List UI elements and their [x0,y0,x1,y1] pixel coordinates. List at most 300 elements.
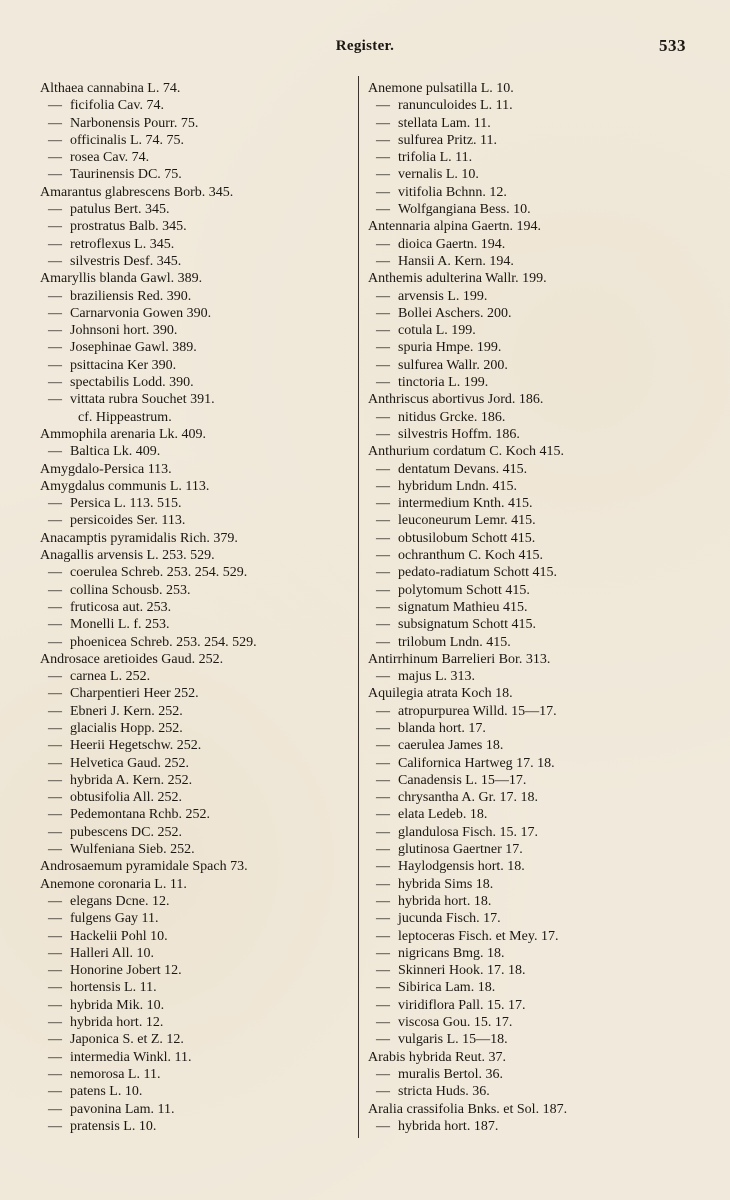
ditto-dash: — [376,720,390,736]
entry-text: braziliensis Red. 390. [70,288,192,304]
index-entry [40,80,352,97]
entry-text: pedato-radiatum Schott 415. [398,565,558,581]
ditto-dash: — [376,928,390,944]
index-subentry [368,755,688,772]
ditto-dash: — [48,357,62,373]
index-subentry [368,253,688,270]
ditto-dash: — [376,115,390,131]
entry-text: psittacina Ker 390. [70,357,177,373]
entry-text: Bollei Aschers. 200. [398,305,512,321]
ditto-dash: — [376,859,390,875]
ditto-dash: — [376,202,390,218]
entry-text: spectabilis Lodd. 390. [70,375,194,391]
index-subentry [40,288,352,305]
ditto-dash: — [376,1118,390,1134]
index-subentry [40,391,352,408]
entry-text: Josephinae Gawl. 389. [70,340,197,356]
index-entry [368,651,688,668]
entry-text: Californica Hartweg 17. 18. [398,755,555,771]
entry-text: ranunculoides L. 11. [398,98,513,114]
ditto-dash: — [48,115,62,131]
index-subentry [368,582,688,599]
ditto-dash: — [376,513,390,529]
ditto-dash: — [376,461,390,477]
index-subentry [368,997,688,1014]
index-entry [368,218,688,235]
index-entry [40,530,352,547]
index-subentry [40,236,352,253]
entry-text: Skinneri Hook. 17. 18. [398,963,526,979]
ditto-dash: — [376,565,390,581]
index-subentry [40,443,352,460]
entry-text: Monelli L. f. 253. [70,617,170,633]
entry-text: hybrida hort. 12. [70,1015,164,1031]
index-subentry [368,166,688,183]
entry-text: pavonina Lam. 11. [70,1101,175,1117]
ditto-dash: — [48,1049,62,1065]
ditto-dash: — [376,478,390,494]
entry-text: Anemone pulsatilla L. 10. [368,81,514,96]
ditto-dash: — [48,997,62,1013]
entry-text: jucunda Fisch. 17. [398,911,501,927]
index-subentry [40,339,352,356]
ditto-dash: — [376,790,390,806]
index-subentry [368,478,688,495]
entry-text: Anthurium cordatum C. Koch 415. [368,444,564,460]
entry-text: rosea Cav. 74. [70,150,150,166]
entry-text: cf. Hippeastrum. [78,409,172,425]
entry-text: Haylodgensis hort. 18. [398,859,525,875]
entry-text: hybrida Mik. 10. [70,997,165,1013]
index-subentry [40,928,352,945]
index-subentry [368,737,688,754]
index-subentry [368,703,688,720]
index-entry [368,80,688,97]
ditto-dash: — [48,1084,62,1100]
ditto-dash: — [376,876,390,892]
index-subentry [368,409,688,426]
ditto-dash: — [48,634,62,650]
ditto-dash: — [376,945,390,961]
entry-text: atropurpurea Willd. 15—17. [398,703,557,719]
index-subentry [40,97,352,114]
ditto-dash: — [376,599,390,615]
cross-reference [40,409,352,426]
index-subentry [40,668,352,685]
entry-text: glacialis Hopp. 252. [70,720,183,736]
entry-text: stellata Lam. 11. [398,115,491,131]
index-subentry [40,564,352,581]
entry-text: glutinosa Gaertner 17. [398,842,523,858]
entry-text: Wolfgangiana Bess. 10. [398,202,531,218]
ditto-dash: — [376,1032,390,1048]
index-subentry [40,824,352,841]
entry-text: Anemone coronaria L. 11. [40,876,187,892]
ditto-dash: — [376,911,390,927]
entry-text: hybrida hort. 187. [398,1118,499,1134]
index-entry [368,1049,688,1066]
entry-text: Halleri All. 10. [70,945,154,961]
ditto-dash: — [48,288,62,304]
index-subentry [368,322,688,339]
entry-text: carnea L. 252. [70,669,151,685]
entry-text: intermedium Knth. 415. [398,496,533,512]
index-subentry [368,149,688,166]
entry-text: Japonica S. et Z. 12. [70,1032,184,1048]
ditto-dash: — [48,755,62,771]
ditto-dash: — [376,634,390,650]
index-subentry [40,374,352,391]
index-entry [40,547,352,564]
ditto-dash: — [376,409,390,425]
index-subentry [40,1031,352,1048]
index-subentry [40,132,352,149]
index-subentry [40,512,352,529]
index-subentry [40,945,352,962]
index-subentry [368,789,688,806]
index-subentry [40,357,352,374]
index-subentry [368,945,688,962]
entry-text: pratensis L. 10. [70,1118,157,1134]
index-subentry [368,184,688,201]
ditto-dash: — [376,496,390,512]
entry-text: hortensis L. 11. [70,980,157,996]
index-subentry [40,789,352,806]
ditto-dash: — [376,288,390,304]
entry-text: Aralia crassifolia Bnks. et Sol. 187. [368,1101,568,1117]
ditto-dash: — [48,599,62,615]
entry-text: vulgaris L. 15—18. [398,1032,508,1048]
ditto-dash: — [48,686,62,702]
ditto-dash: — [376,323,390,339]
entry-text: patens L. 10. [70,1084,143,1100]
entry-text: elata Ledeb. 18. [398,807,488,823]
index-subentry [40,582,352,599]
index-subentry [368,201,688,218]
entry-text: caerulea James 18. [398,738,504,754]
entry-text: majus L. 313. [398,669,475,685]
entry-text: hybrida A. Kern. 252. [70,772,193,788]
entry-text: prostratus Balb. 345. [70,219,187,235]
entry-text: obtusilobum Schott 415. [398,530,536,546]
index-subentry [40,1049,352,1066]
ditto-dash: — [48,150,62,166]
index-subentry [40,599,352,616]
ditto-dash: — [48,1015,62,1031]
ditto-dash: — [376,669,390,685]
ditto-dash: — [376,184,390,200]
index-entry [40,876,352,893]
index-subentry [40,616,352,633]
index-column-left [40,80,352,1135]
ditto-dash: — [376,357,390,373]
entry-text: tinctoria L. 199. [398,375,489,391]
entry-text: Anacamptis pyramidalis Rich. 379. [40,530,238,546]
entry-text: vitifolia Bchnn. 12. [398,184,507,200]
entry-text: ochranthum C. Koch 415. [398,548,544,564]
index-subentry [368,928,688,945]
index-entry [368,443,688,460]
index-subentry [40,166,352,183]
ditto-dash: — [48,1101,62,1117]
ditto-dash: — [48,98,62,114]
index-subentry [40,997,352,1014]
entry-text: coerulea Schreb. 253. 254. 529. [70,565,248,581]
entry-text: signatum Mathieu 415. [398,599,528,615]
entry-text: vernalis L. 10. [398,167,479,183]
running-header: Register. [335,38,395,54]
entry-text: Ammophila arenaria Lk. 409. [40,426,207,442]
ditto-dash: — [376,132,390,148]
index-subentry [40,703,352,720]
ditto-dash: — [376,617,390,633]
entry-text: pubescens DC. 252. [70,824,182,840]
entry-text: Taurinensis DC. 75. [70,167,182,183]
ditto-dash: — [48,513,62,529]
ditto-dash: — [48,202,62,218]
ditto-dash: — [48,375,62,391]
ditto-dash: — [48,1118,62,1134]
entry-text: Sibirica Lam. 18. [398,980,496,996]
index-entry [368,685,688,702]
entry-text: subsignatum Schott 415. [398,617,537,633]
entry-text: Amaryllis blanda Gawl. 389. [40,271,203,287]
entry-text: Antennaria alpina Gaertn. 194. [368,219,541,235]
entry-text: patulus Bert. 345. [70,202,170,218]
ditto-dash: — [376,582,390,598]
ditto-dash: — [48,617,62,633]
index-subentry [368,1031,688,1048]
index-entry [40,426,352,443]
index-subentry [368,616,688,633]
entry-text: Johnsoni hort. 390. [70,323,178,339]
entry-text: stricta Huds. 36. [398,1084,490,1100]
index-subentry [368,288,688,305]
index-subentry [40,201,352,218]
ditto-dash: — [48,167,62,183]
index-subentry [368,530,688,547]
entry-text: nemorosa L. 11. [70,1066,161,1082]
entry-text: vittata rubra Souchet 391. [70,392,215,408]
index-entry [368,391,688,408]
ditto-dash: — [376,824,390,840]
index-entry [40,858,352,875]
index-subentry [40,772,352,789]
ditto-dash: — [376,807,390,823]
entry-text: arvensis L. 199. [398,288,488,304]
ditto-dash: — [376,1015,390,1031]
index-subentry [368,668,688,685]
entry-text: Honorine Jobert 12. [70,963,182,979]
ditto-dash: — [376,305,390,321]
entry-text: Aquilegia atrata Koch 18. [368,686,513,702]
ditto-dash: — [376,375,390,391]
ditto-dash: — [48,253,62,269]
ditto-dash: — [48,928,62,944]
ditto-dash: — [48,720,62,736]
index-subentry [368,426,688,443]
ditto-dash: — [48,963,62,979]
entry-text: collina Schousb. 253. [70,582,191,598]
index-entry [40,461,352,478]
entry-text: silvestris Desf. 345. [70,253,182,269]
ditto-dash: — [48,703,62,719]
index-entry [368,270,688,287]
index-subentry [368,132,688,149]
ditto-dash: — [48,772,62,788]
ditto-dash: — [48,444,62,460]
index-entry [40,651,352,668]
index-subentry [368,1118,688,1135]
index-subentry [40,1083,352,1100]
entry-text: muralis Bertol. 36. [398,1066,503,1082]
entry-text: hybridum Lndn. 415. [398,478,517,494]
entry-text: Helvetica Gaud. 252. [70,755,189,771]
entry-text: nitidus Grcke. 186. [398,409,506,425]
index-subentry [40,806,352,823]
index-subentry [40,1014,352,1031]
index-subentry [40,893,352,910]
entry-text: Persica L. 113. 515. [70,496,182,512]
ditto-dash: — [376,772,390,788]
index-entry [40,478,352,495]
entry-text: Althaea cannabina L. 74. [40,81,181,96]
index-subentry [368,962,688,979]
ditto-dash: — [48,565,62,581]
ditto-dash: — [48,945,62,961]
ditto-dash: — [48,219,62,235]
index-subentry [368,599,688,616]
entry-text: hybrida Sims 18. [398,876,494,892]
entry-text: Amygdalus communis L. 113. [40,478,210,494]
ditto-dash: — [376,530,390,546]
index-subentry [368,841,688,858]
entry-text: trifolia L. 11. [398,150,473,166]
entry-text: Arabis hybrida Reut. 37. [368,1049,507,1065]
ditto-dash: — [48,305,62,321]
ditto-dash: — [48,807,62,823]
ditto-dash: — [48,582,62,598]
ditto-dash: — [48,496,62,512]
ditto-dash: — [48,738,62,754]
ditto-dash: — [48,669,62,685]
entry-text: sulfurea Wallr. 200. [398,357,508,373]
index-subentry [368,720,688,737]
entry-text: Anagallis arvensis L. 253. 529. [40,548,215,564]
entry-text: Canadensis L. 15—17. [398,772,527,788]
entry-text: nigricans Bmg. 18. [398,945,505,961]
index-subentry [368,772,688,789]
index-subentry [368,115,688,132]
entry-text: Charpentieri Heer 252. [70,686,199,702]
entry-text: intermedia Winkl. 11. [70,1049,192,1065]
index-subentry [40,1066,352,1083]
index-subentry [368,461,688,478]
entry-text: dioica Gaertn. 194. [398,236,506,252]
index-subentry [368,512,688,529]
index-subentry [368,236,688,253]
index-subentry [40,720,352,737]
entry-text: viridiflora Pall. 15. 17. [398,997,526,1013]
index-subentry [40,685,352,702]
entry-text: ficifolia Cav. 74. [70,98,164,114]
entry-text: persicoides Ser. 113. [70,513,186,529]
entry-text: Hackelii Pohl 10. [70,928,168,944]
index-subentry [368,979,688,996]
entry-text: chrysantha A. Gr. 17. 18. [398,790,538,806]
entry-text: officinalis L. 74. 75. [70,132,185,148]
index-subentry [368,357,688,374]
ditto-dash: — [376,426,390,442]
entry-text: Pedemontana Rchb. 252. [70,807,210,823]
index-subentry [368,1014,688,1031]
entry-text: glandulosa Fisch. 15. 17. [398,824,538,840]
index-subentry [368,305,688,322]
index-subentry [368,876,688,893]
entry-text: Wulfeniana Sieb. 252. [70,842,195,858]
entry-text: Androsaemum pyramidale Spach 73. [40,859,248,875]
index-entry [40,184,352,201]
entry-text: Ebneri J. Kern. 252. [70,703,183,719]
entry-text: Narbonensis Pourr. 75. [70,115,199,131]
index-subentry [368,910,688,927]
index-subentry [40,495,352,512]
entry-text: dentatum Devans. 415. [398,461,528,477]
entry-text: Carnarvonia Gowen 390. [70,305,212,321]
ditto-dash: — [376,703,390,719]
entry-text: leptoceras Fisch. et Mey. 17. [398,928,559,944]
ditto-dash: — [48,980,62,996]
ditto-dash: — [48,392,62,408]
index-subentry [368,547,688,564]
ditto-dash: — [376,963,390,979]
index-subentry [40,253,352,270]
entry-text: Heerii Hegetschw. 252. [70,738,202,754]
index-subentry [40,115,352,132]
ditto-dash: — [376,1066,390,1082]
ditto-dash: — [48,132,62,148]
ditto-dash: — [376,548,390,564]
index-subentry [40,218,352,235]
ditto-dash: — [376,1084,390,1100]
page-number: 533 [659,36,686,55]
index-subentry [368,824,688,841]
entry-text: polytomum Schott 415. [398,582,530,598]
entry-text: viscosa Gou. 15. 17. [398,1015,513,1031]
index-subentry [368,339,688,356]
ditto-dash: — [48,790,62,806]
ditto-dash: — [376,738,390,754]
entry-text: blanda hort. 17. [398,720,486,736]
index-subentry [368,495,688,512]
index-subentry [40,305,352,322]
ditto-dash: — [376,253,390,269]
ditto-dash: — [48,893,62,909]
entry-text: Androsace aretioides Gaud. 252. [40,651,224,667]
ditto-dash: — [376,150,390,166]
entry-text: Anthriscus abortivus Jord. 186. [368,392,544,408]
entry-text: silvestris Hoffm. 186. [398,426,520,442]
ditto-dash: — [48,911,62,927]
index-subentry [368,806,688,823]
entry-text: fruticosa aut. 253. [70,599,172,615]
entry-text: Baltica Lk. 409. [70,444,161,460]
index-subentry [368,374,688,391]
index-subentry [40,979,352,996]
entry-text: phoenicea Schreb. 253. 254. 529. [70,634,257,650]
ditto-dash: — [48,340,62,356]
index-entry [40,270,352,287]
